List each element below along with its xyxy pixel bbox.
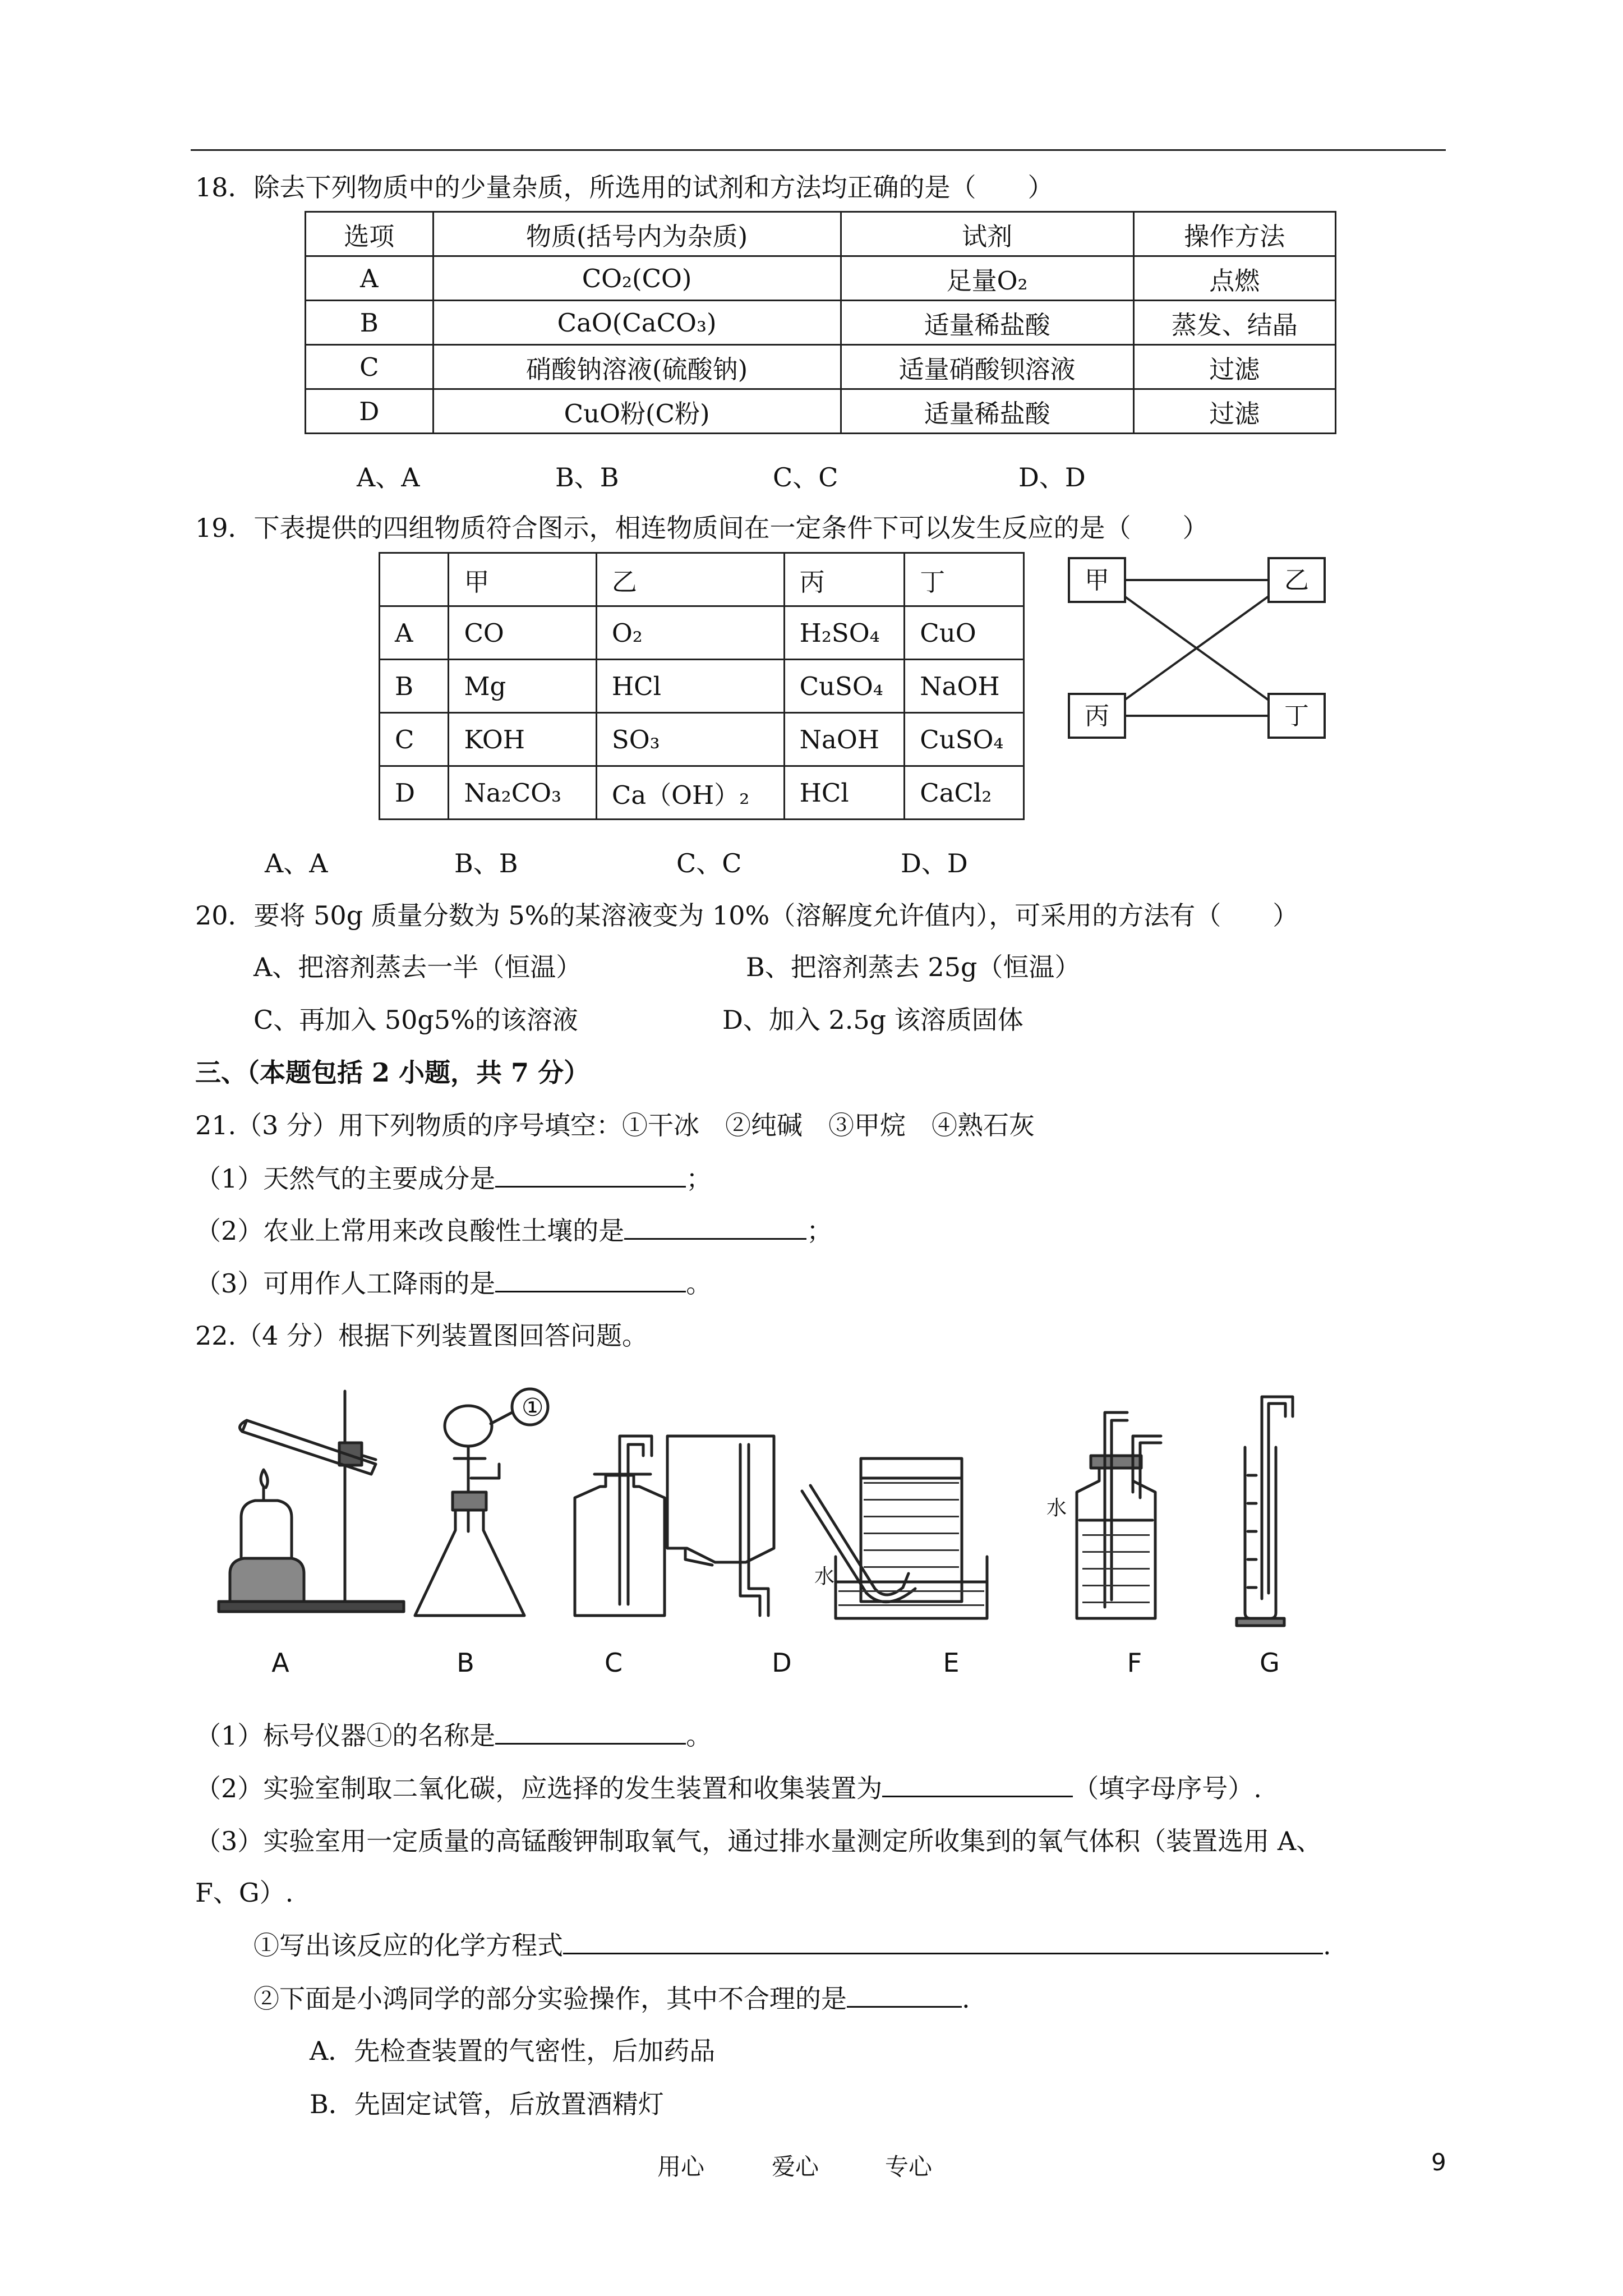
- q18-option-b: B、B: [555, 462, 619, 493]
- apparatus-label-g: G: [1260, 1648, 1280, 1678]
- label-jia: 甲: [1085, 566, 1109, 595]
- table-cell: KOH: [449, 713, 596, 766]
- header-cell: 乙: [596, 553, 784, 606]
- table-cell: CO: [449, 606, 596, 660]
- apparatus-a: [219, 1391, 404, 1612]
- apparatus-label-f: F: [1127, 1648, 1142, 1678]
- table-cell: 点燃: [1133, 256, 1335, 301]
- label-ding: 丁: [1284, 702, 1309, 730]
- footer-motto-1: 用心: [657, 2153, 705, 2180]
- q22-sub2-end: （填字母序号）.: [1073, 1773, 1262, 1803]
- table-cell: 过滤: [1133, 345, 1335, 389]
- table-cell: CuO: [905, 606, 1024, 660]
- table-cell: C: [380, 713, 449, 766]
- q19-option-b: B、B: [454, 848, 518, 878]
- table-cell: HCl: [784, 766, 905, 820]
- q22-choice-a: A．先检查装置的气密性，后加药品: [310, 2036, 716, 2066]
- table-cell: B: [306, 301, 434, 345]
- q18-option-c: C、C: [773, 462, 838, 493]
- table-cell: HCl: [596, 660, 784, 713]
- apparatus-b: [415, 1389, 548, 1616]
- table-cell: NaOH: [784, 713, 905, 766]
- table-header-row: [380, 553, 1024, 606]
- answer-blank[interactable]: [624, 1211, 806, 1240]
- table-row: [306, 389, 1336, 434]
- answer-blank[interactable]: [847, 1979, 962, 2008]
- q22-sub2: [195, 1768, 1262, 1805]
- apparatus-label-a: A: [271, 1648, 289, 1678]
- apparatus-label-e: E: [943, 1648, 960, 1678]
- q20-option-d: D、加入 2.5g 该溶质固体: [722, 1005, 1023, 1035]
- header-cell: 丙: [784, 553, 905, 606]
- table-cell: O₂: [596, 606, 784, 660]
- footer-motto-2: 爱心: [772, 2153, 819, 2180]
- q21-sub3-text: （3）可用作人工降雨的是: [195, 1268, 496, 1299]
- header-cell: 选项: [306, 212, 434, 256]
- header-cell: 操作方法: [1133, 212, 1335, 256]
- section-3-heading: 三、（本题包括 2 小题，共 7 分）: [195, 1057, 590, 1088]
- water-texture: [838, 1482, 1150, 1606]
- apparatus-d: [667, 1436, 774, 1616]
- table-cell: CaCl₂: [905, 766, 1024, 820]
- water-label-e: 水: [814, 1565, 835, 1588]
- q22-sub3a-text: ①写出该反应的化学方程式: [253, 1930, 563, 1961]
- table-cell: 适量稀盐酸: [841, 301, 1133, 345]
- marker-1: ①: [522, 1393, 544, 1422]
- label-yi: 乙: [1284, 566, 1309, 595]
- table-row: [380, 606, 1024, 660]
- water-label-f: 水: [1046, 1497, 1067, 1520]
- q19-relationship-diagram: [1060, 553, 1352, 743]
- apparatus-c: [575, 1436, 665, 1616]
- table-cell: Ca（OH）₂: [596, 766, 784, 820]
- header-cell: 试剂: [841, 212, 1133, 256]
- q20-stem: 20．要将 50g 质量分数为 5%的某溶液变为 10%（溶解度允许值内），可采用的方法有（ ）: [195, 900, 1299, 931]
- q18-option-a: A、A: [357, 462, 420, 493]
- table-cell: 适量硝酸钡溶液: [841, 345, 1133, 389]
- table-cell: CaO(CaCO₃): [433, 301, 841, 345]
- q22-sub3b: [253, 1978, 970, 2016]
- q20-option-c: C、再加入 50g5%的该溶液: [253, 1005, 578, 1035]
- apparatus-label-c: C: [604, 1648, 623, 1678]
- table-row: [380, 713, 1024, 766]
- q22-stem: 22.（4 分）根据下列装置图回答问题。: [195, 1320, 648, 1351]
- q21-sub2-end: ；: [806, 1216, 833, 1246]
- header-rule: [191, 149, 1446, 151]
- q21-sub1: [195, 1158, 712, 1195]
- q22-sub3b-end: .: [962, 1984, 970, 2014]
- table-row: [306, 256, 1336, 301]
- q21-sub3: [195, 1263, 712, 1300]
- table-cell: C: [306, 345, 434, 389]
- q22-sub3-line1: （3）实验室用一定质量的高锰酸钾制取氧气，通过排水量测定所收集到的氧气体积（装置选用 A、: [195, 1826, 1322, 1856]
- q18-table: [305, 211, 1336, 434]
- q18-option-d: D、D: [1018, 462, 1086, 493]
- header-cell: [380, 553, 449, 606]
- q19-option-c: C、C: [676, 848, 742, 878]
- q22-sub3a-end: .: [1323, 1930, 1331, 1961]
- q22-sub1-text: （1）标号仪器①的名称是: [195, 1720, 496, 1751]
- q22-choice-b: B．先固定试管，后放置酒精灯: [310, 2089, 664, 2119]
- q22-sub2-text: （2）实验室制取二氧化碳，应选择的发生装置和收集装置为: [195, 1773, 883, 1803]
- answer-blank[interactable]: [563, 1926, 1323, 1954]
- table-row: [380, 766, 1024, 820]
- header-cell: 甲: [449, 553, 596, 606]
- q19-option-d: D、D: [901, 848, 968, 878]
- table-cell: H₂SO₄: [784, 606, 905, 660]
- table-cell: A: [306, 256, 434, 301]
- table-row: [306, 301, 1336, 345]
- table-cell: CuSO₄: [784, 660, 905, 713]
- q19-stem: 19．下表提供的四组物质符合图示，相连物质间在一定条件下可以发生反应的是（ ）: [195, 513, 1209, 543]
- table-cell: B: [380, 660, 449, 713]
- q21-sub1-end: ；: [686, 1163, 712, 1194]
- table-cell: CuO粉(C粉): [433, 389, 841, 434]
- page-number: 9: [1431, 2148, 1446, 2176]
- table-cell: SO₃: [596, 713, 784, 766]
- q19-table: [379, 552, 1025, 820]
- table-cell: 足量O₂: [841, 256, 1133, 301]
- q21-sub2: [195, 1211, 832, 1248]
- lab-apparatus-figure: [208, 1380, 1340, 1683]
- q22-sub3a: [253, 1925, 1331, 1962]
- apparatus-f: [1077, 1412, 1161, 1618]
- q22-sub1-end: 。: [686, 1720, 712, 1751]
- answer-blank[interactable]: [882, 1769, 1073, 1797]
- apparatus-label-b: B: [457, 1648, 474, 1678]
- q22-sub1: [195, 1715, 712, 1752]
- table-cell: 适量稀盐酸: [841, 389, 1133, 434]
- q22-sub3b-text: ②下面是小鸿同学的部分实验操作，其中不合理的是: [253, 1984, 847, 2014]
- q21-stem: 21.（3 分）用下列物质的序号填空：①干冰 ②纯碱 ③甲烷 ④熟石灰: [195, 1110, 1035, 1140]
- q20-option-a: A、把溶剂蒸去一半（恒温）: [253, 952, 582, 982]
- table-cell: 过滤: [1133, 389, 1335, 434]
- q19-option-a: A、A: [265, 848, 328, 878]
- footer-motto-3: 专心: [885, 2153, 933, 2180]
- table-cell: Na₂CO₃: [449, 766, 596, 820]
- table-cell: CO₂(CO): [433, 256, 841, 301]
- table-cell: D: [306, 389, 434, 434]
- table-cell: Mg: [449, 660, 596, 713]
- answer-blank[interactable]: [495, 1264, 686, 1292]
- table-cell: NaOH: [905, 660, 1024, 713]
- answer-blank[interactable]: [495, 1159, 686, 1188]
- apparatus-label-d: D: [772, 1648, 792, 1678]
- apparatus-g: [1237, 1397, 1293, 1626]
- q21-sub2-text: （2）农业上常用来改良酸性土壤的是: [195, 1216, 625, 1246]
- table-cell: D: [380, 766, 449, 820]
- table-cell: CuSO₄: [905, 713, 1024, 766]
- table-cell: A: [380, 606, 449, 660]
- table-row: [380, 660, 1024, 713]
- header-cell: 物质(括号内为杂质): [433, 212, 841, 256]
- q21-sub3-end: 。: [686, 1268, 712, 1299]
- q18-stem: 18．除去下列物质中的少量杂质，所选用的试剂和方法均正确的是（ ）: [195, 172, 1054, 203]
- table-cell: 硝酸钠溶液(硫酸钠): [433, 345, 841, 389]
- table-cell: 蒸发、结晶: [1133, 301, 1335, 345]
- q20-option-b: B、把溶剂蒸去 25g（恒温）: [746, 952, 1081, 982]
- table-header-row: [306, 212, 1336, 256]
- answer-blank[interactable]: [495, 1716, 686, 1745]
- table-row: [306, 345, 1336, 389]
- header-cell: 丁: [905, 553, 1024, 606]
- q21-sub1-text: （1）天然气的主要成分是: [195, 1163, 496, 1194]
- label-bing: 丙: [1085, 702, 1109, 730]
- q22-sub3-line2: F、G）.: [195, 1878, 294, 1908]
